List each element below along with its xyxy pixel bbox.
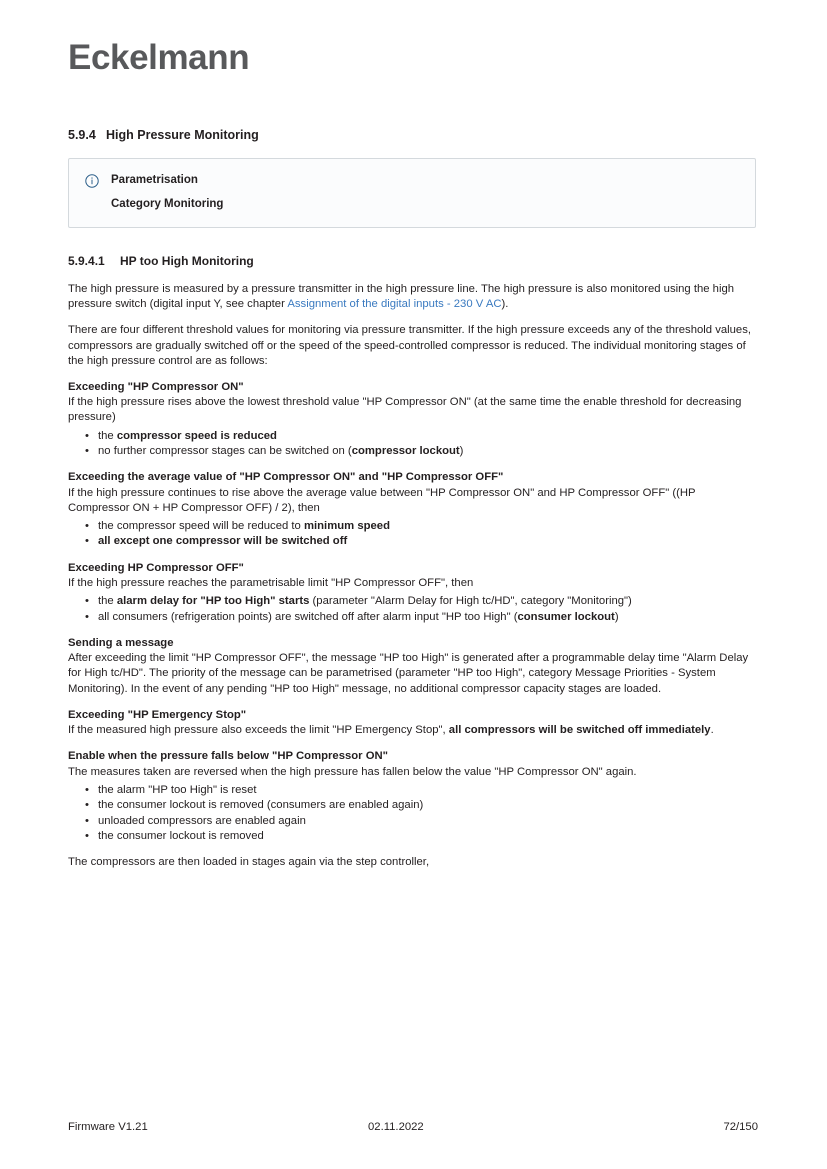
heading-exceeding-average-value: Exceeding the average value of "HP Compressor ON" and "HP Compressor OFF" [68,471,504,484]
list-exceeding-compressor-on [68,429,758,460]
list-item: • no further compressor stages can be switched on (compressor lockout) [98,444,758,459]
company-logo: Eckelmann [68,38,250,77]
list-item: • the compressor speed will be reduced to minimum speed [98,519,758,534]
subsection-title: HP too High Monitoring [120,254,254,268]
text-exceeding-compressor-off: If the high pressure reaches the parametrisable limit "HP Compressor OFF", then [68,577,474,590]
text-exceeding-average-value: If the high pressure continues to rise above the average value between "HP Compressor ON" and HP Compressor OFF" ((HP Compressor ON + HP Compressor OFF) / 2), then [68,486,696,514]
list-item: • the consumer lockout is removed [98,829,758,844]
info-icon [85,174,99,188]
page-footer [68,1121,758,1133]
paragraph-closing: The compressors are then loaded in stages again via the step controller, [68,856,430,869]
list-item: • the alarm delay for "HP too High" starts (parameter "Alarm Delay for High tc/HD", category "Monitoring") [98,594,758,609]
heading-sending-a-message: Sending a message [68,637,174,650]
note-row-category [85,197,739,211]
list-exceeding-average-value [68,519,758,550]
text-sending-a-message: After exceeding the limit "HP Compressor OFF", the message "HP too High" is generated after a programmable delay time "Alarm Delay for High tc/HD". The priority of the message can be parametrised (parameter "HP too High", category Message Priorities - System Monitoring). In the event of any pending "HP too High" message, no additional compressor capacity stages are loaded. [68,652,749,695]
heading-exceeding-compressor-on: Exceeding "HP Compressor ON" [68,381,244,394]
list-item: • the consumer lockout is removed (consumers are enabled again) [98,798,758,813]
list-enable-when-pressure-falls [68,783,758,845]
document-content [68,128,758,882]
section-title: High Pressure Monitoring [106,128,259,142]
paragraph-thresholds: There are four different threshold values for monitoring via pressure transmitter. If the high pressure exceeds any of the threshold values, compressors are gradually switched off or the speed of the speed-controlled compressor is reduced. The individual monitoring stages of the high pressure control are as follows: [68,324,751,367]
footer-date: 02.11.2022 [368,1121,424,1133]
list-item: • unloaded compressors are enabled again [98,814,758,829]
list-item: • the compressor speed is reduced [98,429,758,444]
list-item: • the alarm "HP too High" is reset [98,783,758,798]
text-enable-when-pressure-falls: The measures taken are reversed when the high pressure has fallen below the value "HP Compressor ON" again. [68,765,637,778]
note-line-parametrisation: Parametrisation [111,174,198,186]
text-exceeding-emergency-stop: If the measured high pressure also exceeds the limit "HP Emergency Stop", all compressors will be switched off immediately. [68,724,714,737]
note-line-category: Category Monitoring [111,198,224,210]
cross-reference-link[interactable]: Assignment of the digital inputs - 230 V AC [287,298,502,311]
note-row-parametrisation [85,173,739,188]
parametrisation-note-box [68,158,756,228]
section-number: 5.9.4 [68,128,96,142]
heading-enable-when-pressure-falls: Enable when the pressure falls below "HP Compressor ON" [68,750,388,763]
paragraph-intro-text-a: The high pressure is measured by a pressure transmitter in the high pressure line. The high pressure is also monitored using the high pressure switch (digital input Y, see chapter [68,283,735,311]
footer-page-number: 72/150 [723,1121,758,1133]
section-heading [68,128,758,142]
text-exceeding-compressor-on: If the high pressure rises above the lowest threshold value "HP Compressor ON" (at the same time the enable threshold for decreasing pressure) [68,396,742,424]
list-item: • all except one compressor will be switched off [98,534,758,549]
footer-firmware: Firmware V1.21 [68,1121,148,1133]
subsection-heading [68,254,758,268]
heading-exceeding-compressor-off: Exceeding HP Compressor OFF" [68,561,244,574]
list-exceeding-compressor-off [68,594,758,625]
heading-exceeding-emergency-stop: Exceeding "HP Emergency Stop" [68,708,247,721]
paragraph-intro-text-b: ). [501,298,509,311]
paragraph-intro [68,282,758,312]
list-item: • all consumers (refrigeration points) are switched off after alarm input "HP too High" (consumer lockout) [98,610,758,625]
subsection-number: 5.9.4.1 [68,254,105,268]
